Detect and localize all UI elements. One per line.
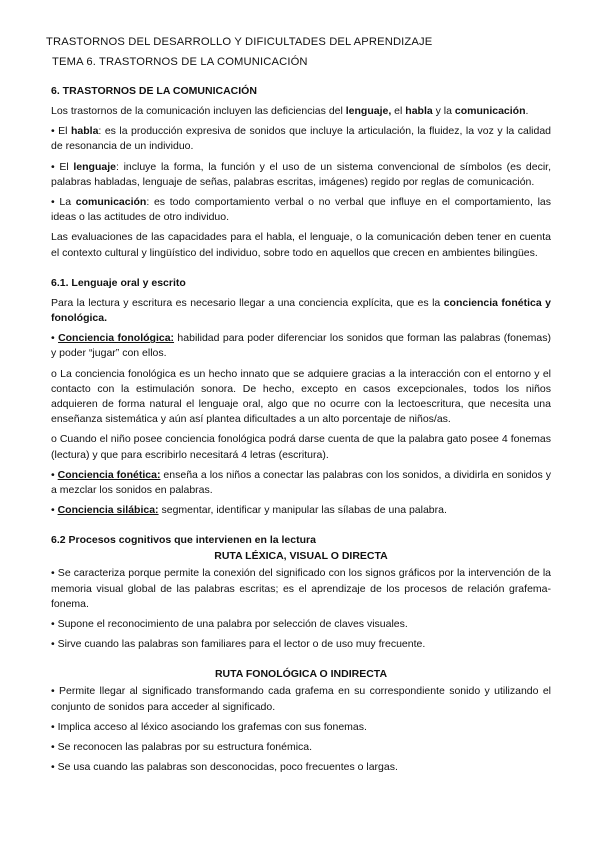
section-6-1-intro: Para la lectura y escritura es necesario llegar a una conciencia explícita, que es la conciencia fonética y fonológica. bbox=[51, 296, 551, 325]
ruta-lexica-item: • Supone el reconocimiento de una palabra por selección de claves visuales. bbox=[51, 618, 408, 631]
section-6-2-title: 6.2 Procesos cognitivos que intervienen en la lectura bbox=[51, 534, 316, 547]
conciencia-fonetica-item: • Conciencia fonética: enseña a los niños a conectar las palabras con los sonidos, a dividirla en sonidos y a mezclar los sonidos en palabras. bbox=[51, 468, 551, 497]
ruta-fonologica-item: • Se usa cuando las palabras son desconocidas, poco frecuentes o largas. bbox=[51, 761, 398, 774]
section-6-title: 6. TRASTORNOS DE LA COMUNICACIÓN bbox=[51, 85, 257, 97]
header-course-title: TRASTORNOS DEL DESARROLLO Y DIFICULTADES DEL APRENDIZAJE bbox=[46, 36, 433, 48]
ruta-fonologica-item: • Implica acceso al léxico asociando los grafemas con sus fonemas. bbox=[51, 720, 367, 733]
ruta-lexica-item: • Sirve cuando las palabras son familiares para el lector o de uso muy frecuente. bbox=[51, 638, 426, 651]
ruta-fonologica-title: RUTA FONOLÓGICA O INDIRECTA bbox=[214, 668, 388, 681]
conciencia-fonologica-item: • Conciencia fonológica: habilidad para poder diferenciar los sonidos que forman las palabras (fonemas) y poder “jugar” con ellos. bbox=[51, 332, 551, 360]
ruta-lexica-title: RUTA LÉXICA, VISUAL O DIRECTA bbox=[214, 550, 388, 563]
document-body bbox=[51, 84, 551, 781]
ruta-lexica-item: • Se caracteriza porque permite la conexión del significado con los signos gráficos por la intervención de la memoria visual global de las palabras escritas; es el aprendizaje de los procesos de relación grafema-fonema. bbox=[51, 567, 551, 610]
section-6-1-title: 6.1. Lenguaje oral y escrito bbox=[51, 276, 186, 289]
lenguaje-definition: • El lenguaje: incluye la forma, la función y el uso de un sistema convencional de símbolos (es decir, palabras habladas, lenguaje de señas, palabras escritas, imágenes) regido por reglas de comunicación. bbox=[51, 160, 551, 188]
ruta-fonologica-item: • Permite llegar al significado transformando cada grafema en su correspondiente sonido y utilizando el conjunto de sonidos para acceder al significado. bbox=[51, 685, 551, 713]
fonologica-subitem-1: o La conciencia fonológica es un hecho innato que se adquiere gracias a la interacción con el entorno y el contacto con la estimulación sonora. De hecho, excepto en casos excepcionales, todos los niños adquieren de forma natural el lenguaje oral, algo que no ocurre con la lectoescritura, que necesita una enseñanza sistemática y aún así plantea dificultades a un alto porcentaje de niños/as. bbox=[51, 367, 551, 426]
conciencia-silabica-item: • Conciencia silábica: segmentar, identificar y manipular las sílabas de una palabra. bbox=[51, 504, 447, 517]
ruta-fonologica-item: • Se reconocen las palabras por su estructura fonémica. bbox=[51, 741, 313, 754]
header-topic-title: TEMA 6. TRASTORNOS DE LA COMUNICACIÓN bbox=[52, 56, 308, 68]
comunicacion-definition: • La comunicación: es todo comportamiento verbal o no verbal que influye en el comportamiento, las ideas o las actitudes de otro individuo. bbox=[51, 196, 551, 224]
evaluaciones-paragraph: Las evaluaciones de las capacidades para el habla, el lenguaje, o la comunicación deben tener en cuenta el contexto cultural y lingüístico del individuo, sobre todo en aquellos que crecen en ambientes bilingües. bbox=[51, 231, 551, 259]
section-6-intro: Los trastornos de la comunicación incluyen las deficiencias del lenguaje, el habla y la comunicación. bbox=[51, 105, 529, 117]
habla-definition: • El habla: es la producción expresiva de sonidos que incluye la articulación, la fluidez, la voz y la calidad de resonancia de un individuo. bbox=[51, 125, 551, 153]
fonologica-subitem-2: o Cuando el niño posee conciencia fonológica podrá darse cuenta de que la palabra gato posee 4 fonemas (lectura) y que para escribirlo necesitará 4 letras (escritura). bbox=[51, 433, 551, 461]
